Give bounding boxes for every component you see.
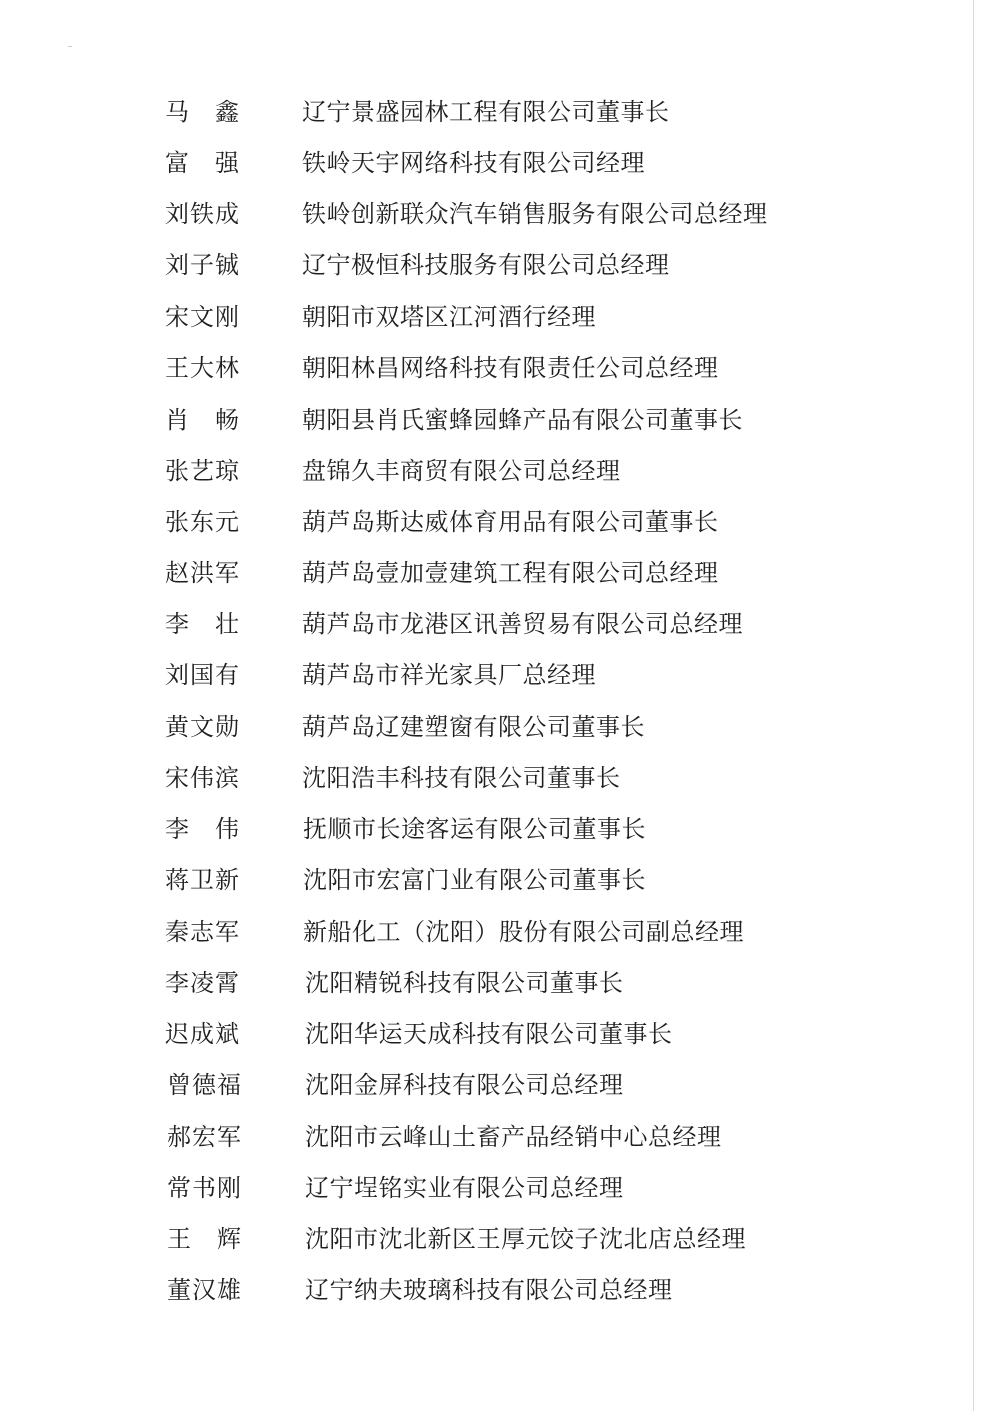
- person-name: 李 伟: [165, 815, 240, 843]
- person-title: 朝阳林昌网络科技有限责任公司总经理: [302, 354, 719, 382]
- person-name: 曾德福: [167, 1071, 242, 1099]
- person-title: 辽宁纳夫玻璃科技有限公司总经理: [305, 1276, 673, 1304]
- person-title: 新船化工（沈阳）股份有限公司副总经理: [303, 918, 744, 946]
- person-name: 刘国有: [165, 661, 240, 689]
- roster-row: [0, 860, 1000, 900]
- person-name: 张东元: [165, 508, 240, 536]
- person-title: 沈阳精锐科技有限公司董事长: [305, 969, 624, 997]
- person-name: 宋伟滨: [165, 764, 240, 792]
- roster-row: [0, 553, 1000, 593]
- person-title: 沈阳市沈北新区王厚元饺子沈北店总经理: [305, 1225, 746, 1253]
- roster-row: [0, 92, 1000, 132]
- person-title: 辽宁景盛园林工程有限公司董事长: [302, 98, 670, 126]
- roster-row: [0, 451, 1000, 491]
- roster-row: [0, 1014, 1000, 1054]
- roster-row: [0, 1117, 1000, 1157]
- person-title: 葫芦岛市龙港区讯善贸易有限公司总经理: [302, 610, 743, 638]
- person-name: 黄文勋: [165, 713, 240, 741]
- person-title: 沈阳市宏富门业有限公司董事长: [303, 866, 646, 894]
- person-title: 沈阳华运天成科技有限公司董事长: [305, 1020, 673, 1048]
- person-title: 辽宁极恒科技服务有限公司总经理: [302, 251, 670, 279]
- person-name: 富 强: [165, 149, 240, 177]
- person-title: 沈阳金屏科技有限公司总经理: [305, 1071, 624, 1099]
- roster-row: [0, 604, 1000, 644]
- person-title: 葫芦岛壹加壹建筑工程有限公司总经理: [302, 559, 719, 587]
- roster-row: [0, 297, 1000, 337]
- person-name: 常书刚: [167, 1174, 242, 1202]
- person-name: 刘子铖: [165, 251, 240, 279]
- person-title: 盘锦久丰商贸有限公司总经理: [302, 457, 621, 485]
- roster-row: [0, 963, 1000, 1003]
- person-title: 葫芦岛辽建塑窗有限公司董事长: [302, 713, 645, 741]
- person-title: 辽宁埕铭实业有限公司总经理: [305, 1174, 624, 1202]
- person-title: 沈阳市云峰山土畜产品经销中心总经理: [305, 1123, 722, 1151]
- person-name: 蒋卫新: [165, 866, 240, 894]
- person-title: 铁岭创新联众汽车销售服务有限公司总经理: [302, 200, 768, 228]
- person-name: 王 辉: [167, 1225, 242, 1253]
- person-title: 铁岭天宇网络科技有限公司经理: [302, 149, 645, 177]
- person-name: 刘铁成: [165, 200, 240, 228]
- person-name: 马 鑫: [165, 98, 240, 126]
- person-name: 宋文刚: [165, 303, 240, 331]
- person-title: 朝阳县肖氏蜜蜂园蜂产品有限公司董事长: [302, 406, 743, 434]
- roster-row: [0, 707, 1000, 747]
- person-name: 赵洪军: [165, 559, 240, 587]
- roster-row: [0, 143, 1000, 183]
- roster-row: [0, 245, 1000, 285]
- roster-row: [0, 1270, 1000, 1310]
- person-name: 李凌霄: [165, 969, 240, 997]
- roster-row: [0, 758, 1000, 798]
- roster-row: [0, 400, 1000, 440]
- person-name: 董汉雄: [167, 1276, 242, 1304]
- roster-row: [0, 194, 1000, 234]
- person-title: 朝阳市双塔区江河酒行经理: [302, 303, 596, 331]
- person-name: 郝宏军: [167, 1123, 242, 1151]
- person-name: 肖 畅: [165, 406, 240, 434]
- person-title: 葫芦岛斯达威体育用品有限公司董事长: [302, 508, 719, 536]
- roster-row: [0, 655, 1000, 695]
- roster-row: [0, 809, 1000, 849]
- roster-row: [0, 348, 1000, 388]
- person-title: 葫芦岛市祥光家具厂总经理: [302, 661, 596, 689]
- person-name: 王大林: [165, 354, 240, 382]
- roster-row: [0, 1219, 1000, 1259]
- roster-row: [0, 912, 1000, 952]
- person-name: 张艺琼: [165, 457, 240, 485]
- roster-row: [0, 502, 1000, 542]
- person-name: 李 壮: [165, 610, 240, 638]
- person-name: 秦志军: [165, 918, 240, 946]
- person-title: 沈阳浩丰科技有限公司董事长: [302, 764, 621, 792]
- person-name: 迟成斌: [165, 1020, 240, 1048]
- roster-row: [0, 1168, 1000, 1208]
- roster-row: [0, 1065, 1000, 1105]
- person-title: 抚顺市长途客运有限公司董事长: [303, 815, 646, 843]
